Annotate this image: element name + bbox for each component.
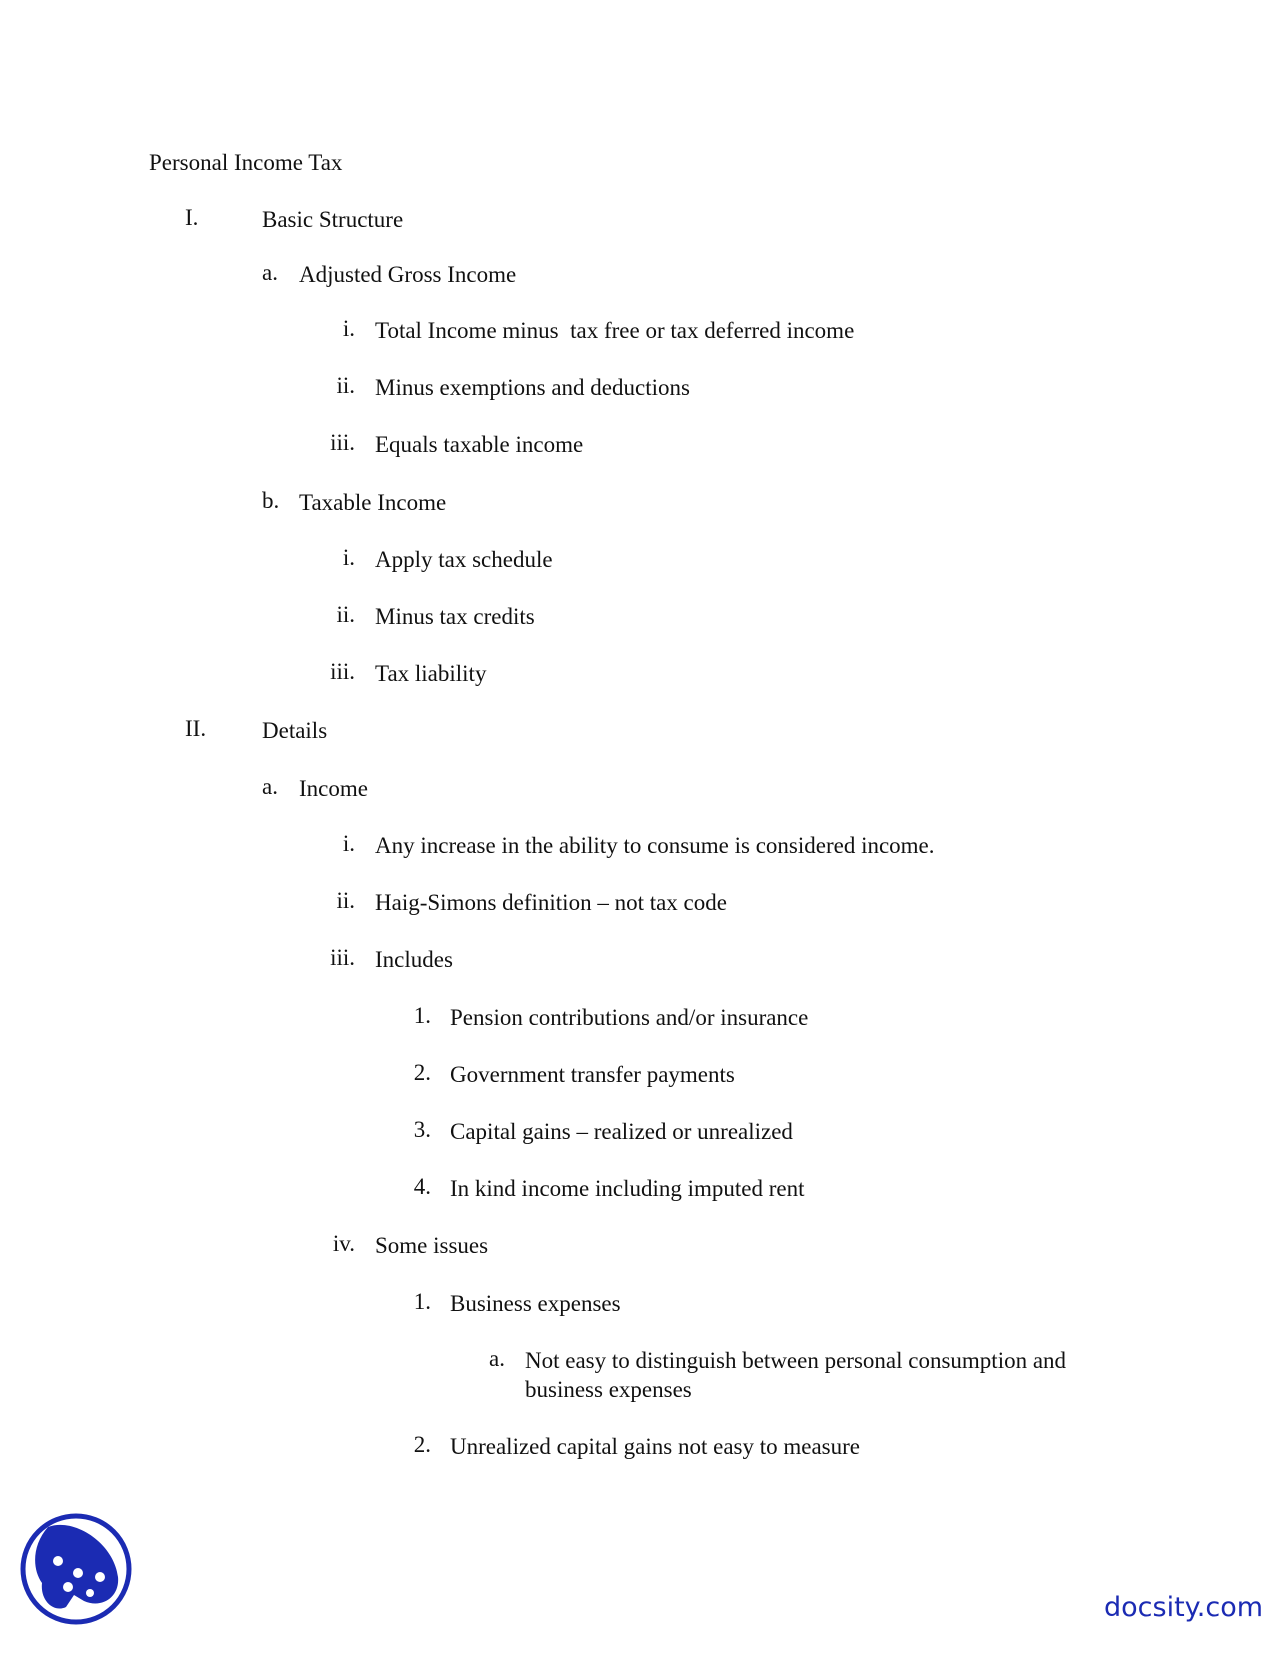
subitem-marker: 2. (413, 1432, 431, 1457)
list-item (0, 545, 1280, 575)
item-text: Haig-Simons definition – not tax code (375, 890, 727, 915)
section-heading (0, 205, 1280, 235)
item-text: Some issues (375, 1233, 489, 1258)
subsection-label: Income (299, 776, 368, 801)
subitem-text: Business expenses (450, 1291, 621, 1316)
brand-link[interactable]: docsity.com (1104, 1592, 1264, 1623)
item-marker: iii. (330, 430, 355, 455)
item-text: Minus tax credits (375, 604, 535, 629)
item-marker: iv. (332, 1231, 355, 1256)
item-marker: iii. (330, 945, 355, 970)
list-subitem (0, 1117, 1280, 1147)
subsection-heading (0, 774, 1280, 804)
list-item (0, 430, 1280, 460)
item-text: Any increase in the ability to consume is considered income. (375, 833, 935, 858)
docsity-logo-icon[interactable] (20, 1513, 132, 1625)
list-item (0, 316, 1280, 346)
item-marker: iii. (330, 659, 355, 684)
section-marker: I. (185, 205, 199, 230)
item-marker: i. (342, 316, 355, 341)
item-text: Equals taxable income (375, 432, 584, 457)
item-text: Apply tax schedule (375, 547, 553, 572)
subitem-text: Capital gains – realized or unrealized (450, 1119, 793, 1144)
list-subitem (0, 1432, 1280, 1462)
subitem-text: Unrealized capital gains not easy to measure (450, 1434, 861, 1459)
subsubitem-text: Not easy to distinguish between personal consumption and business expenses (525, 1348, 1067, 1402)
list-subitem (0, 1060, 1280, 1090)
document-title: Personal Income Tax (149, 150, 343, 175)
subsubitem-marker: a. (489, 1346, 505, 1371)
list-subsubitem (0, 1346, 1280, 1406)
subitem-marker: 4. (413, 1174, 431, 1199)
subsection-marker: a. (262, 260, 278, 285)
item-text: Tax liability (375, 661, 487, 686)
item-marker: i. (342, 831, 355, 856)
subitem-text: Pension contributions and/or insurance (450, 1005, 809, 1030)
list-item (0, 373, 1280, 403)
list-item (0, 602, 1280, 632)
subsection-heading (0, 488, 1280, 518)
section-label: Basic Structure (262, 207, 404, 232)
subitem-marker: 1. (413, 1289, 431, 1314)
item-marker: i. (342, 545, 355, 570)
item-marker: ii. (336, 888, 355, 913)
subsection-heading (0, 260, 1280, 290)
subitem-text: In kind income including imputed rent (450, 1176, 805, 1201)
section-heading (0, 716, 1280, 746)
list-subitem (0, 1174, 1280, 1204)
section-label: Details (262, 718, 328, 743)
subsection-marker: b. (262, 488, 280, 513)
item-text: Includes (375, 947, 453, 972)
subsection-label: Adjusted Gross Income (299, 262, 517, 287)
subsection-label: Taxable Income (299, 490, 447, 515)
list-item (0, 888, 1280, 918)
list-item (0, 945, 1280, 975)
list-subitem (0, 1003, 1280, 1033)
section-marker: II. (185, 716, 207, 741)
subitem-marker: 2. (413, 1060, 431, 1085)
list-item (0, 659, 1280, 689)
item-text: Minus exemptions and deductions (375, 375, 690, 400)
list-item (0, 831, 1280, 861)
subitem-text: Government transfer payments (450, 1062, 735, 1087)
item-text: Total Income minus tax free or tax deferred income (375, 318, 855, 343)
list-item (0, 1231, 1280, 1261)
item-marker: ii. (336, 602, 355, 627)
subitem-marker: 3. (413, 1117, 431, 1142)
subitem-marker: 1. (413, 1003, 431, 1028)
item-marker: ii. (336, 373, 355, 398)
list-subitem (0, 1289, 1280, 1319)
subsection-marker: a. (262, 774, 278, 799)
